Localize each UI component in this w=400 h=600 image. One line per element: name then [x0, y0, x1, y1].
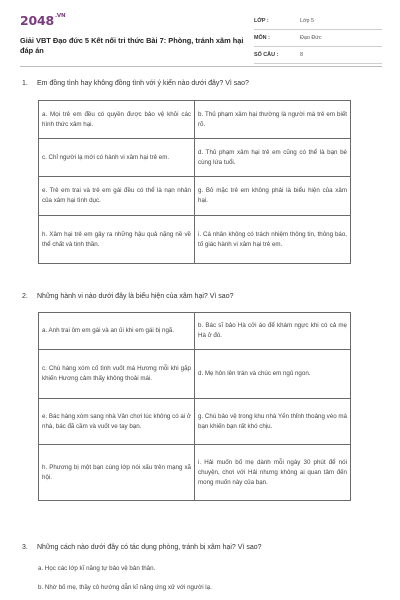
- table-cell: c. Chú hàng xóm cố tình vuốt má Hương mỗi khi gặp khiến Hương cảm thấy không thoải mái.: [39, 350, 195, 399]
- question-text: Những hành vi nào dưới đây là biểu hiện của xâm hại? Vì sao?: [37, 293, 234, 300]
- table-row: [39, 350, 351, 399]
- table-row: [39, 313, 351, 350]
- table-row: [39, 101, 351, 139]
- logo-suffix: .VN: [55, 13, 66, 19]
- table-cell: b. Thủ phạm xâm hại thường là người mà trẻ em biết rõ.: [195, 101, 351, 139]
- meta-row-grade: [254, 13, 382, 30]
- table-cell: i. Hải muốn bố mẹ dành mỗi ngày 30 phút để nói chuyện, chơi với Hải nhưng không ai quan tâm đến mong muốn này của bạn.: [195, 445, 351, 501]
- header-divider: [20, 66, 382, 67]
- question-1-answer-table: [38, 100, 351, 264]
- table-cell: h. Xâm hại trẻ em gây ra những hậu quả nặng nề về thể chất và tinh thần.: [39, 216, 195, 264]
- table-cell: i. Cá nhân không có trách nhiệm thông tin, thông báo, tố giác hành vi xâm hại trẻ em.: [195, 216, 351, 264]
- page-header: [20, 12, 382, 56]
- question-number: 3.: [22, 544, 28, 551]
- table-row: [39, 139, 351, 177]
- table-row: [39, 216, 351, 264]
- table-cell: g. Bỏ mặc trẻ em không phải là biểu hiện của xâm hại.: [195, 177, 351, 216]
- table-cell: d. Mẹ hôn lên trán và chúc em ngủ ngon.: [195, 350, 351, 399]
- table-cell: e. Bác hàng xóm sang nhà Vân chơi lúc không có ai ở nhà, bác đã cầm và vuốt ve tay bạn.: [39, 399, 195, 445]
- meta-value: Lớp 5: [300, 18, 315, 24]
- question-3-option-b: b. Nhờ bố mẹ, thầy cô hướng dẫn kĩ năng ứng xử với người lạ.: [38, 584, 212, 591]
- table-cell: h. Phương bị một bạn cùng lớp nói xấu trên mạng xã hội.: [39, 445, 195, 501]
- question-text: Những cách nào dưới đây có tác dụng phòng, tránh bị xâm hại? Vì sao?: [37, 544, 262, 551]
- table-cell: e. Trẻ em trai và trẻ em gái đều có thể là nạn nhân của xâm hại tình dục.: [39, 177, 195, 216]
- meta-row-question-count: [254, 47, 382, 64]
- meta-row-subject: [254, 30, 382, 47]
- document-meta: [254, 13, 382, 64]
- table-row: [39, 177, 351, 216]
- question-3-option-a: a. Học các lớp kĩ năng tự bảo vệ bản thân.: [38, 565, 156, 572]
- question-2-answer-table: [38, 312, 351, 501]
- meta-key: MÔN :: [254, 35, 270, 41]
- table-cell: b. Bác sĩ bảo Hà cởi áo để khám ngực khi có cả mẹ Hà ở đó.: [195, 313, 351, 350]
- site-logo[interactable]: [20, 13, 65, 28]
- question-2: [22, 293, 233, 300]
- table-cell: c. Chỉ người lạ mới có hành vi xâm hại trẻ em.: [39, 139, 195, 177]
- meta-value: Đạo Đức: [300, 35, 322, 41]
- table-cell: a. Mọi trẻ em đều có quyền được bảo vệ khỏi các hình thức xâm hại.: [39, 101, 195, 139]
- table-row: [39, 445, 351, 501]
- meta-key: LỚP :: [254, 18, 269, 24]
- question-number: 1.: [22, 80, 28, 87]
- meta-key: SỐ CÂU :: [254, 52, 279, 58]
- question-3: [22, 544, 262, 551]
- question-number: 2.: [22, 293, 28, 300]
- table-cell: g. Chú bảo vệ trong khu nhà Yến thỉnh thoảng véo má bạn khiến bạn rất khó chịu.: [195, 399, 351, 445]
- document-title: Giải VBT Đạo đức 5 Kết nối tri thức Bài 7: Phòng, tránh xâm hại đáp án: [20, 36, 244, 55]
- meta-value: 8: [300, 52, 303, 58]
- table-row: [39, 399, 351, 445]
- question-1: [22, 80, 249, 87]
- logo-text: 2048: [20, 13, 54, 28]
- table-cell: d. Thủ phạm xâm hại trẻ em cũng có thể là bạn bè cùng lứa tuổi.: [195, 139, 351, 177]
- table-cell: a. Anh trai ôm em gái và an ủi khi em gái bị ngã.: [39, 313, 195, 350]
- question-text: Em đồng tình hay không đồng tình với ý kiến nào dưới đây? Vì sao?: [37, 80, 249, 87]
